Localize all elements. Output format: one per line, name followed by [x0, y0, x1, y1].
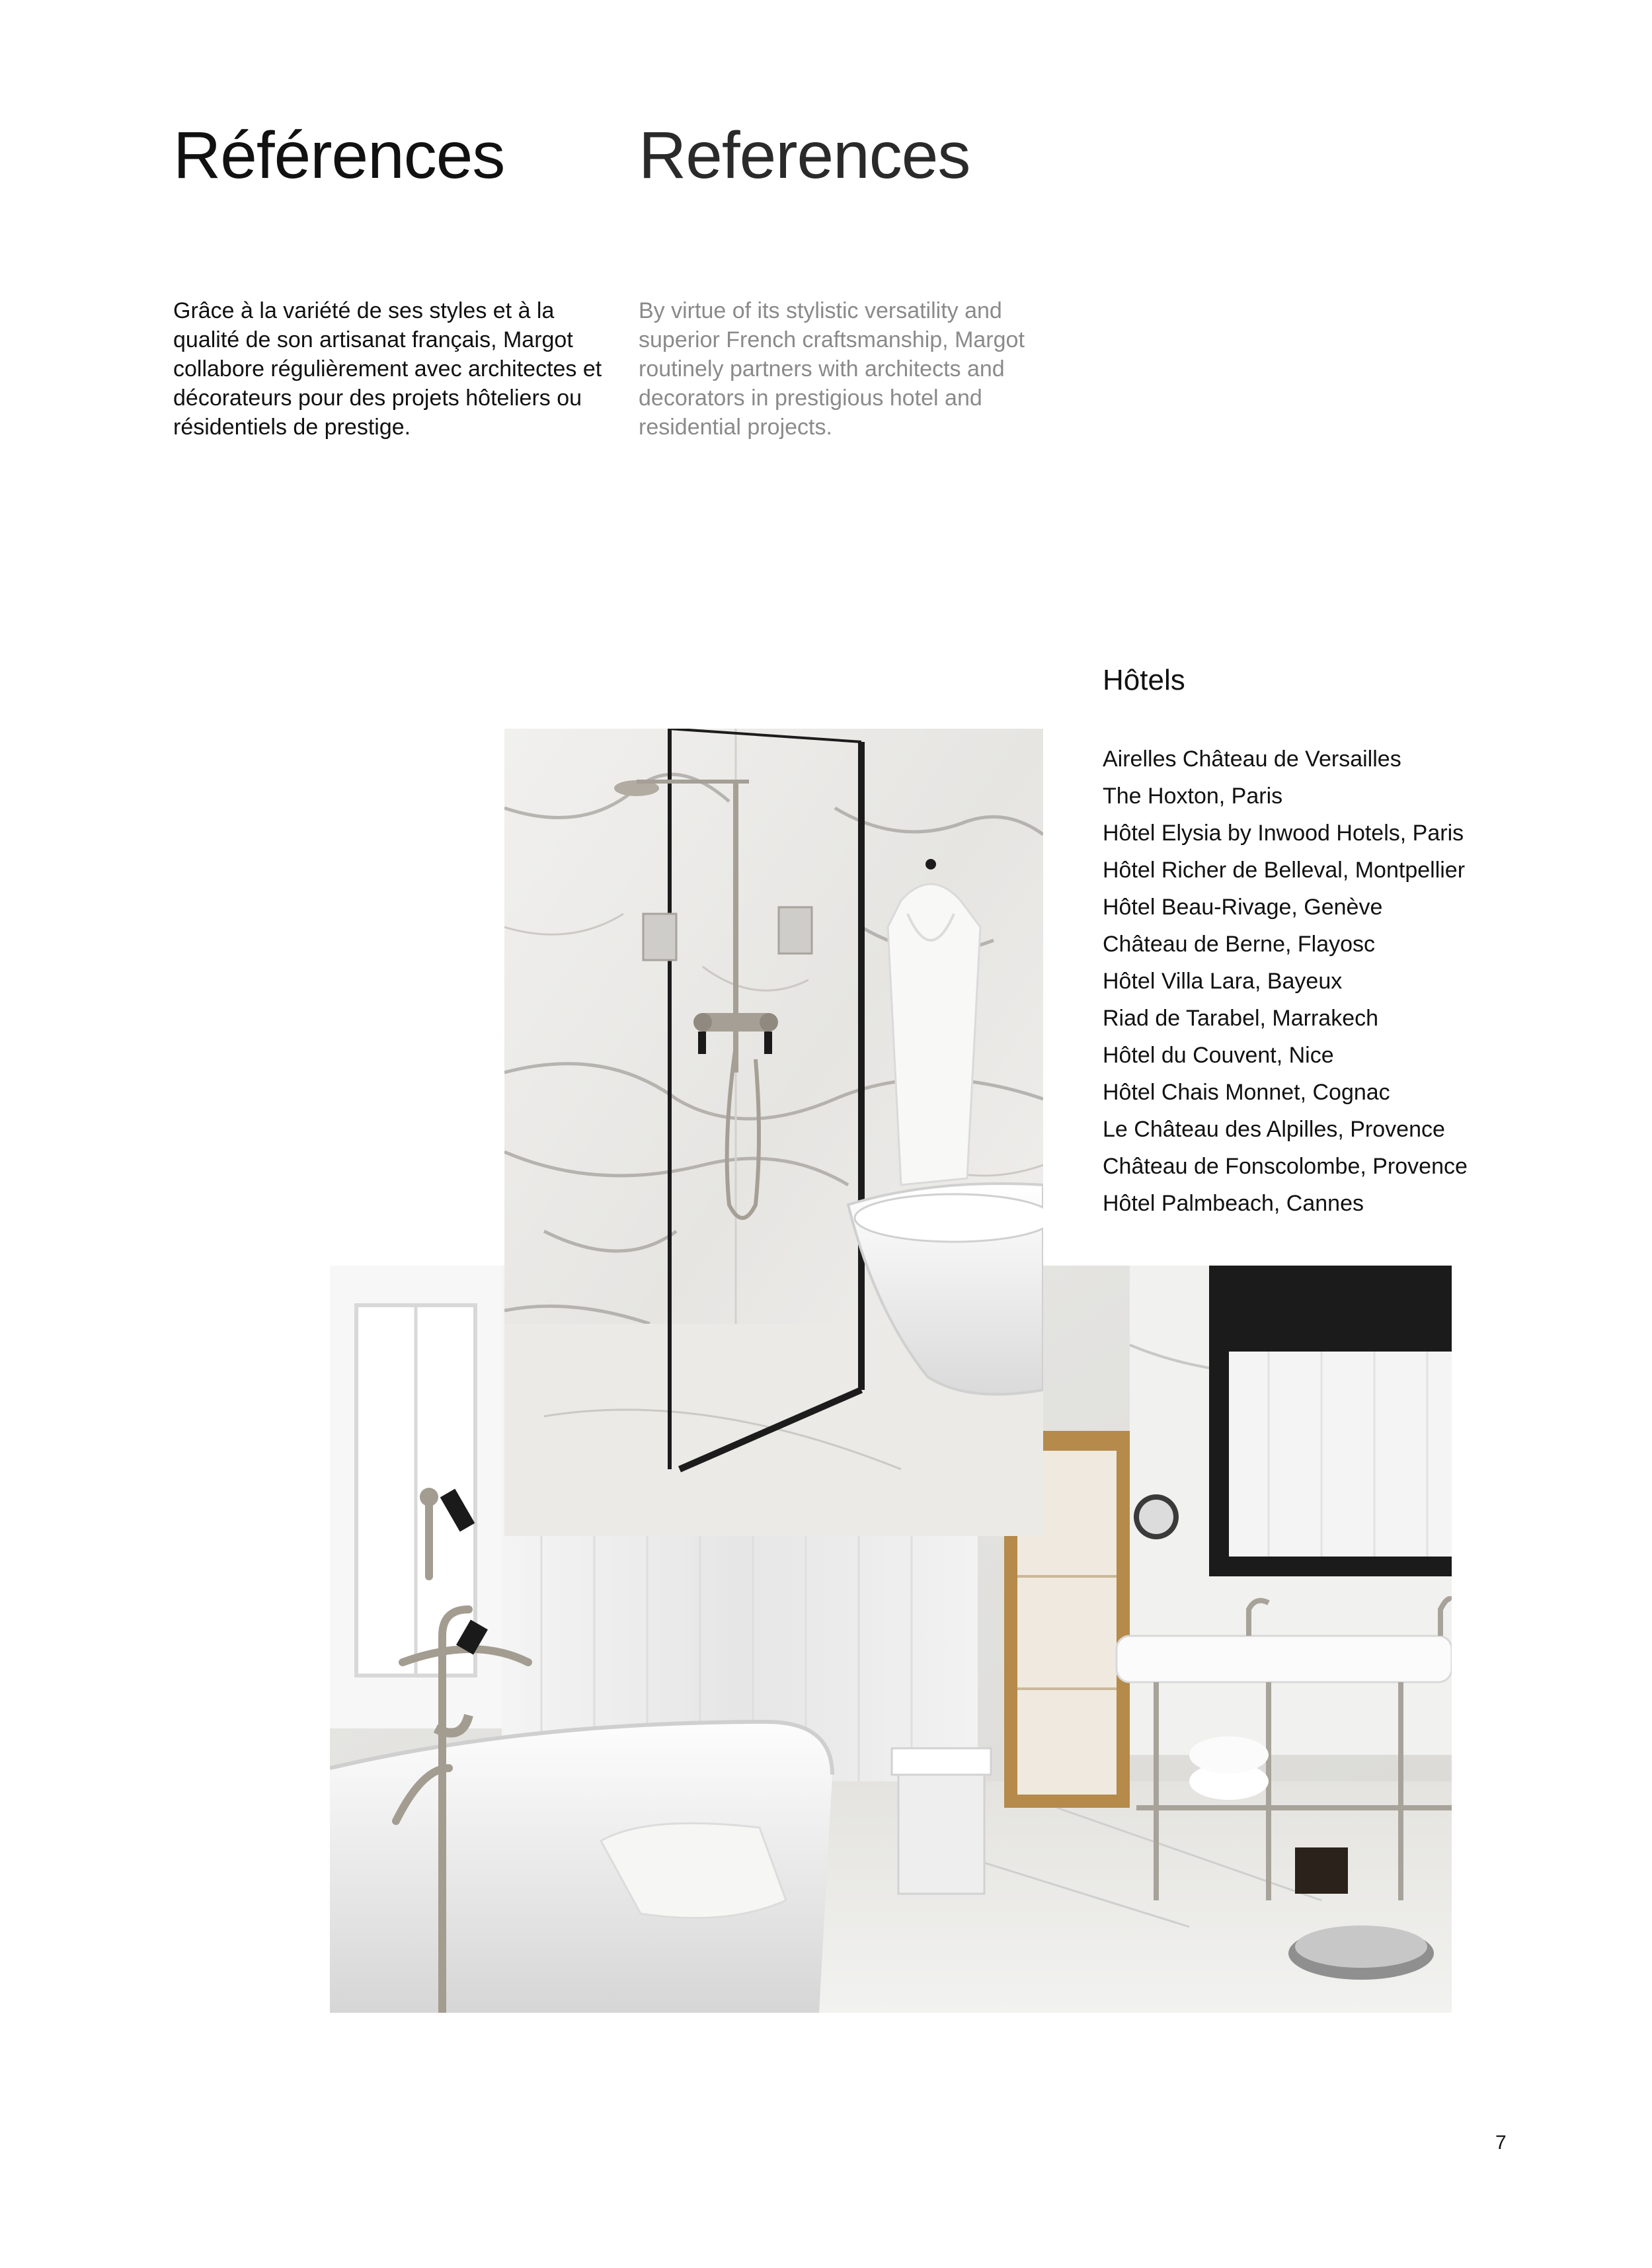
page-title-en: References — [639, 118, 970, 192]
page-number: 7 — [1495, 2132, 1507, 2154]
list-item: Riad de Tarabel, Marrakech — [1103, 1006, 1379, 1031]
shower-photo — [504, 729, 1043, 1536]
list-item: Hôtel Villa Lara, Bayeux — [1103, 969, 1343, 994]
list-item: Hôtel Chais Monnet, Cognac — [1103, 1080, 1390, 1105]
list-item: Hôtel du Couvent, Nice — [1103, 1043, 1334, 1068]
intro-text-en: By virtue of its stylistic versatility and superior French craftsmanship, Margot routinely partners with architects and decorators in prestigious hotel and residential projects. — [639, 298, 1025, 440]
page-title-fr: Références — [173, 118, 505, 192]
list-item: Hôtel Richer de Belleval, Montpellier — [1103, 858, 1466, 883]
list-item: Le Château des Alpilles, Provence — [1103, 1117, 1445, 1142]
list-item: Château de Berne, Flayosc — [1103, 932, 1376, 957]
list-item: Château de Fonscolombe, Provence — [1103, 1154, 1468, 1179]
list-item: The Hoxton, Paris — [1103, 784, 1283, 809]
intro-text-fr: Grâce à la variété de ses styles et à la qualité de son artisanat français, Margot collabore régulièrement avec architectes et décorateurs pour des projets hôteliers ou résidentiels de prestige. — [173, 298, 602, 440]
list-item: Airelles Château de Versailles — [1103, 747, 1401, 772]
list-item: Hôtel Beau-Rivage, Genève — [1103, 895, 1383, 920]
hotel-list — [1103, 741, 1468, 1222]
list-item: Hôtel Palmbeach, Cannes — [1103, 1191, 1364, 1216]
list-item: Hôtel Elysia by Inwood Hotels, Paris — [1103, 821, 1464, 846]
hotels-heading: Hôtels — [1103, 664, 1185, 696]
